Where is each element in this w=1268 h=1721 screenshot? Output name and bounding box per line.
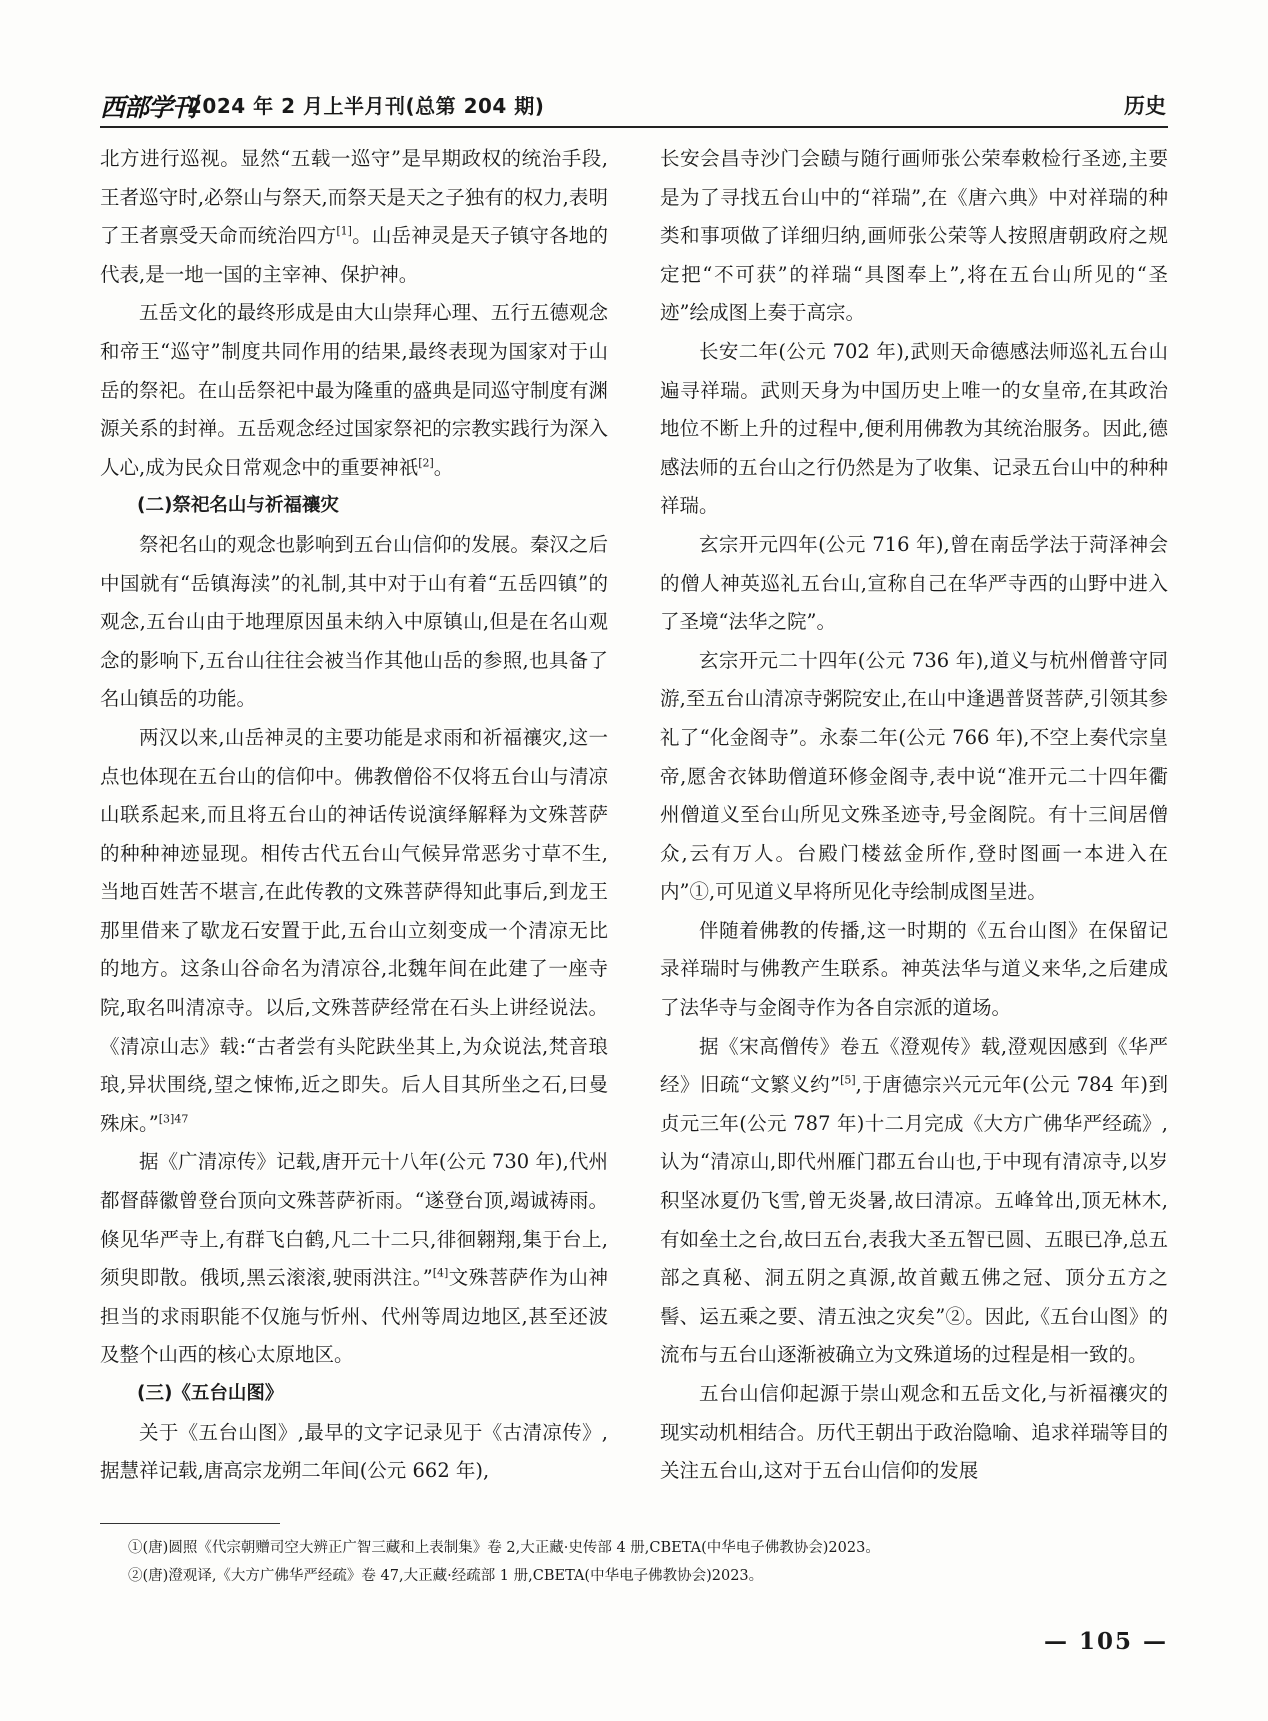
journal-logo: 西部学刊: [100, 93, 197, 122]
paragraph: 北方进行巡视。显然“五载一巡守”是早期政权的统治手段,王者巡守时,必祭山与祭天,而祭天是天之子独有的权力,表明了王者禀受天命而统治四方[1]。山岳神灵是天子镇守各地的代表,是一地一国的主宰神、保护神。: [100, 147, 608, 286]
paragraph: 关于《五台山图》,最早的文字记录见于《古清凉传》,据慧祥记载,唐高宗龙朔二年间(公元 662 年),: [100, 1420, 608, 1483]
paragraph: 长安会昌寺沙门会赜与随行画师张公荣奉敕检行圣迹,主要是为了寻找五台山中的“祥瑞”,在《唐六典》中对祥瑞的种类和事项做了详细归纳,画师张公荣等人按照唐朝政府之规定把“不可获”的祥瑞“具图奉上”,将在五台山所见的“圣迹”绘成图上奏于高宗。: [660, 147, 1168, 325]
paragraph: 伴随着佛教的传播,这一时期的《五台山图》在保留记录祥瑞时与佛教产生联系。神英法华与道义来华,之后建成了法华寺与金阁寺作为各自宗派的道场。: [660, 918, 1168, 1020]
paragraph: 据《宋高僧传》卷五《澄观传》载,澄观因感到《华严经》旧疏“文繁义约”[5],于唐德宗兴元元年(公元 784 年)到贞元三年(公元 787 年)十二月完成《大方广佛华严经疏》,认为“清凉山,即代州雁门郡五台山也,于中现有清凉寺,以岁积坚冰夏仍飞雪,曾无炎暑,故曰清凉。五峰耸出,顶无林木,有如垒土之台,故曰五台,表我大圣五智已圆、五眼已净,总五部之真秘、洞五阴之真源,故首戴五佛之冠、顶分五方之髻、运五乘之要、清五浊之灾矣”②。因此,《五台山图》的流布与五台山逐渐被确立为文殊道场的过程是相一致的。: [660, 1034, 1168, 1367]
left-column: [100, 140, 608, 1505]
paragraph: 长安二年(公元 702 年),武则天命德感法师巡礼五台山遍寻祥瑞。武则天身为中国历史上唯一的女皇帝,在其政治地位不断上升的过程中,便利用佛教为其统治服务。因此,德感法师的五台山之行仍然是为了收集、记录五台山中的种种祥瑞。: [660, 339, 1168, 518]
page-number: — 105 —: [1043, 1628, 1168, 1655]
paragraph: 玄宗开元四年(公元 716 年),曾在南岳学法于菏泽神会的僧人神英巡礼五台山,宣称自己在华严寺西的山野中进入了圣境“法华之院”。: [660, 532, 1168, 634]
footnote-2: ②(唐)澄观译,《大方广佛华严经疏》卷 47,大正藏·经疏部 1 册,CBETA(中华电子佛教协会)2023。: [128, 1568, 764, 1584]
paragraph: 两汉以来,山岳神灵的主要功能是求雨和祈福禳灾,这一点也体现在五台山的信仰中。佛教僧俗不仅将五台山与清凉山联系起来,而且将五台山的神话传说演绎解释为文殊菩萨的种种神迹显现。相传古代五台山气候异常恶劣寸草不生,当地百姓苦不堪言,在此传教的文殊菩萨得知此事后,到龙王那里借来了歇龙石安置于此,五台山立刻变成一个清凉无比的地方。这条山谷命名为清凉谷,北魏年间在此建了一座寺院,取名叫清凉寺。以后,文殊菩萨经常在石头上讲经说法。《清凉山志》载:“古者尝有头陀趺坐其上,为众说法,梵音琅琅,异状围绕,望之悚怖,近之即失。后人目其所坐之石,曰曼殊床。”$^{[3]47}$: [100, 725, 608, 1135]
section-heading: (二)祭祀名山与祈福禳灾: [137, 495, 339, 517]
footnotes: [100, 1534, 1168, 1590]
footnote-marker: ①: [689, 880, 709, 904]
running-header: [100, 86, 1168, 128]
footnote-rule: [100, 1523, 280, 1524]
paragraph: 玄宗开元二十四年(公元 736 年),道义与杭州僧普守同游,至五台山清凉寺粥院安止,在山中逢遇普贤菩萨,引领其参礼了“化金阁寺”。永泰二年(公元 766 年),不空上奏代宗皇帝,愿舍衣钵助僧道环修金阁寺,表中说“准开元二十四年衢州僧道义至台山所见文殊圣迹寺,号金阁院。有十三间居僧众,云有万人。台殿门楼兹金所作,登时图画一本进入在内”①,可见道义早将所见化寺绘制成图呈进。: [660, 648, 1168, 904]
section-label: 历史: [1124, 94, 1166, 118]
paragraph: 五台山信仰起源于崇山观念和五岳文化,与祈福禳灾的现实动机相结合。历代王朝出于政治隐喻、追求祥瑞等目的关注五台山,这对于五台山信仰的发展: [660, 1382, 1168, 1483]
paragraph: 五岳文化的最终形成是由大山崇拜心理、五行五德观念和帝王“巡守”制度共同作用的结果,最终表现为国家对于山岳的祭祀。在山岳祭祀中最为隆重的盛典是同巡守制度有渊源关系的封禅。五岳观念经过国家祭祀的宗教实践行为深入人心,成为民众日常观念中的重要神祇[2]。: [100, 301, 608, 479]
section-heading: (三)《五台山图》: [137, 1383, 284, 1404]
paragraph: 据《广清凉传》记载,唐开元十八年(公元 730 年),代州都督薛徽曾登台顶向文殊菩萨祈雨。“遂登台顶,竭诚祷雨。倏见华严寺上,有群飞白鹤,凡二十二只,徘徊翱翔,集于台上,须臾即散。俄顷,黑云滚滚,驶雨洪注。”[4]文殊菩萨作为山神担当的求雨职能不仅施与忻州、代州等周边地区,甚至还波及整个山西的核心太原地区。: [100, 1150, 608, 1367]
paragraph: 祭祀名山的观念也影响到五台山信仰的发展。秦汉之后中国就有“岳镇海渎”的礼制,其中对于山有着“五岳四镇”的观念,五台山由于地理原因虽未纳入中原镇山,但是在名山观念的影响下,五台山往往会被当作其他山岳的参照,也具备了名山镇岳的功能。: [100, 532, 608, 711]
footnote-1: ①(唐)圆照《代宗朝赠司空大辨正广智三藏和上表制集》卷 2,大正藏·史传部 4 册,CBETA(中华电子佛教协会)2023。: [128, 1540, 880, 1556]
issue-info: 2024 年 2 月上半月刊(总第 204 期): [188, 94, 545, 118]
right-column: [660, 140, 1168, 1505]
footnote-marker: ②: [945, 1304, 966, 1328]
